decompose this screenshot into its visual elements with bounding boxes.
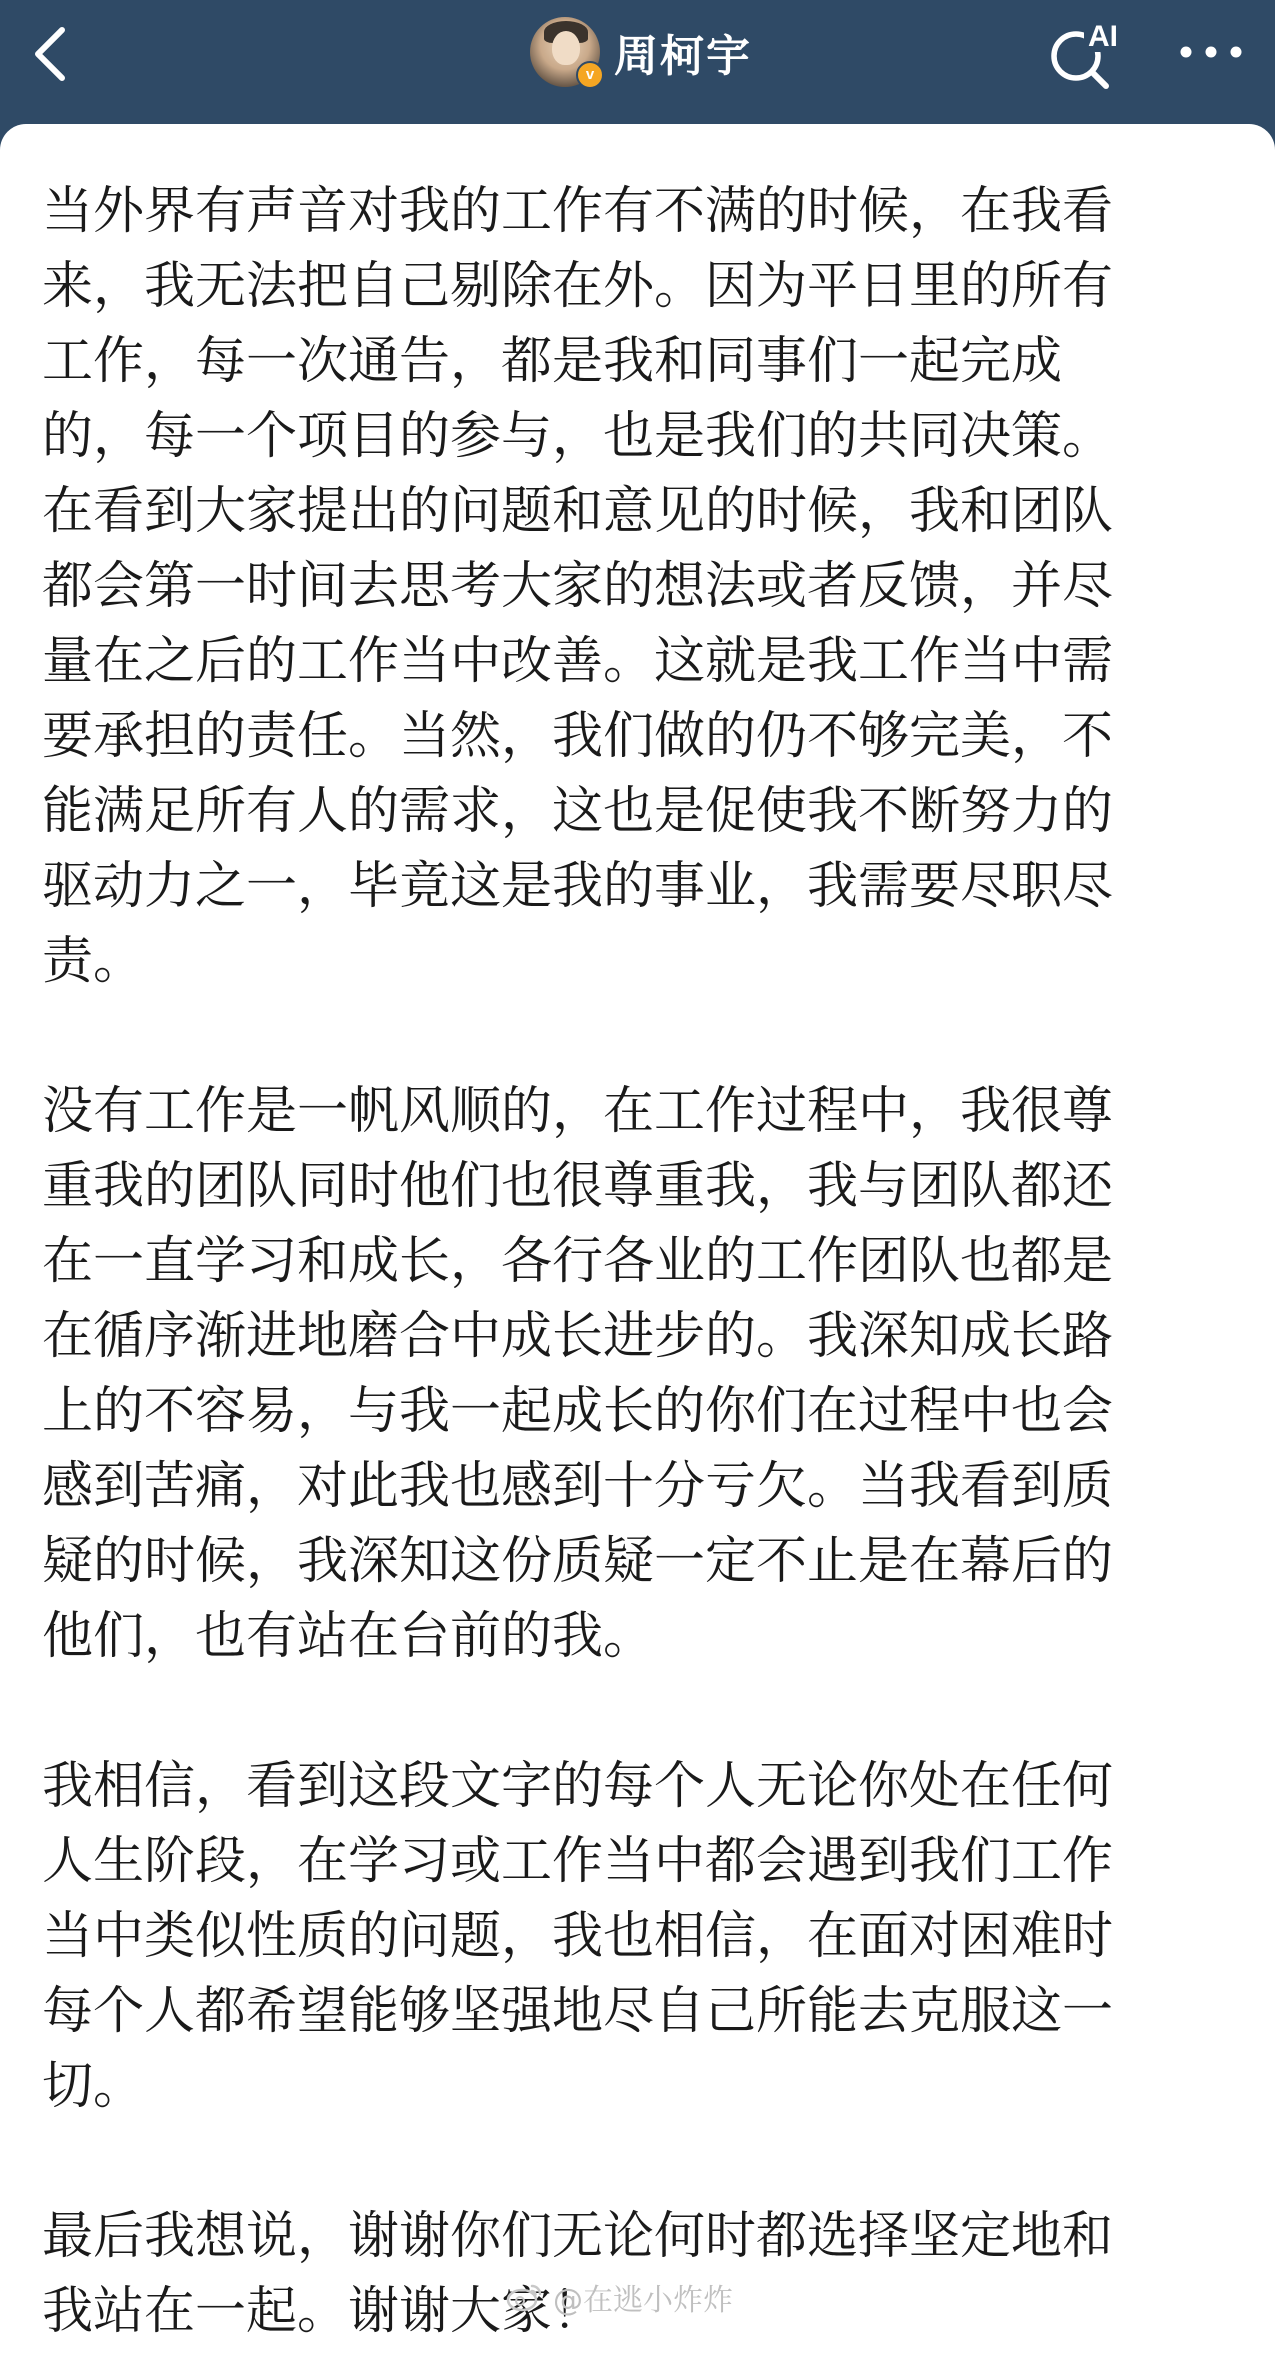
ai-search-icon	[1040, 14, 1130, 94]
article-paragraph: 最后我想说，谢谢你们无论何时都选择坚定地和 我站在一起。谢谢大家！	[42, 2207, 1114, 2341]
avatar-face	[552, 31, 580, 65]
article-body	[42, 174, 1242, 2349]
back-button[interactable]	[22, 18, 82, 88]
article-card	[0, 124, 1275, 2353]
article-paragraph: 没有工作是一帆风顺的，在工作过程中，我很尊 重我的团队同时他们也很尊重我，我与团队都还 在一直学习和成长，各行各业的工作团队也都是 在循序渐进地磨合中成长进步的。我深知成长路 上的不容易，与我一起成长的你们在过程中也会 感到苦痛，对此我也感到十分亏欠。当我看到质 疑的时候，我深知这份质疑一定不止是在幕后的 他们，也有站在台前的我。	[42, 1082, 1114, 1666]
watermark-text: @在逃小炸炸	[553, 2283, 733, 2318]
weibo-logo-icon	[505, 2281, 545, 2313]
more-options-button[interactable]	[1176, 30, 1246, 74]
article-paragraph: 我相信，看到这段文字的每个人无论你处在任何 人生阶段，在学习或工作当中都会遇到我们工作 当中类似性质的问题，我也相信，在面对困难时 每个人都希望能够坚强地尽自己所能去克服这一 切。	[42, 1757, 1114, 2116]
chevron-left-icon	[22, 18, 82, 88]
ai-label: AI	[1088, 20, 1118, 53]
avatar[interactable]	[530, 17, 600, 87]
top-nav-bar	[0, 0, 1275, 125]
username[interactable]: 周柯宇	[614, 31, 752, 82]
watermark	[505, 2275, 733, 2319]
verified-badge-icon: v	[576, 61, 604, 89]
ai-search-button[interactable]	[1040, 14, 1130, 94]
more-horizontal-icon	[1176, 30, 1246, 74]
profile-header[interactable]	[530, 14, 752, 90]
article-paragraph: 当外界有声音对我的工作有不满的时候，在我看 来，我无法把自己剔除在外。因为平日里的所有 工作，每一次通告，都是我和同事们一起完成 的，每一个项目的参与，也是我们的共同决策。 在看到大家提出的问题和意见的时候，我和团队 都会第一时间去思考大家的想法或者反馈，并尽 量在之后的工作当中改善。这就是我工作当中需 要承担的责任。当然，我们做的仍不够完美，不 能满足所有人的需求，这也是促使我不断努力的 驱动力之一，毕竟这是我的事业，我需要尽职尽 责。	[42, 182, 1114, 991]
